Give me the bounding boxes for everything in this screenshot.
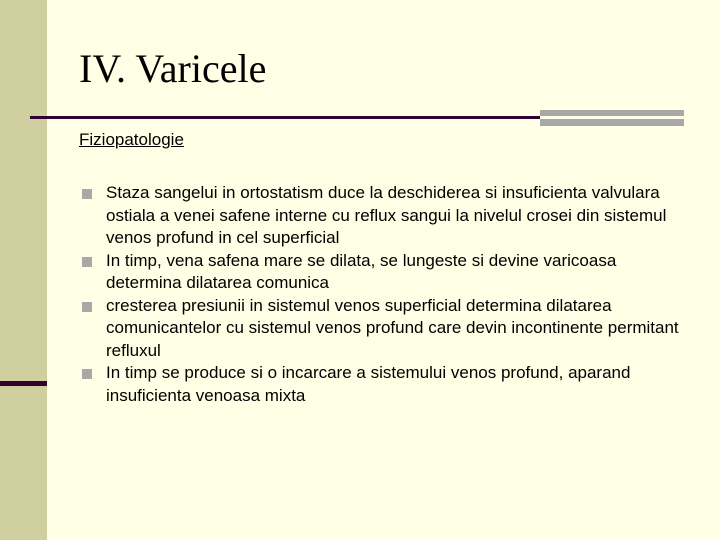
divider-accent-bottom bbox=[540, 119, 684, 126]
square-bullet-icon bbox=[82, 189, 92, 199]
square-bullet-icon bbox=[82, 257, 92, 267]
bullet-text: Staza sangelui in ortostatism duce la deschiderea si insuficienta valvulara ostiala a venei safene interne cu reflux sangui la nivelul crosei din sistemul venos profund in cel superficial bbox=[106, 183, 667, 247]
bullet-list bbox=[82, 182, 692, 407]
slide-subtitle: Fiziopatologie bbox=[79, 130, 184, 149]
divider-accent-top bbox=[540, 110, 684, 116]
square-bullet-icon bbox=[82, 302, 92, 312]
square-bullet-icon bbox=[82, 369, 92, 379]
bullet-text: cresterea presiunii in sistemul venos superficial determina dilatarea comunicantelor cu sistemul venos profund care devin incontinente permitant refluxul bbox=[106, 295, 679, 360]
bullet-item bbox=[82, 250, 692, 295]
slide-title: IV. Varicele bbox=[79, 46, 267, 91]
title-divider bbox=[30, 116, 540, 119]
title-divider-accent bbox=[540, 110, 684, 126]
bullet-text: In timp se produce si o incarcare a sistemului venos profund, aparand insuficienta venoasa mixta bbox=[106, 363, 631, 405]
bullet-item bbox=[82, 295, 692, 363]
bullet-item bbox=[82, 362, 692, 407]
left-accent-bar bbox=[0, 381, 47, 386]
left-band bbox=[0, 0, 47, 540]
bullet-item bbox=[82, 182, 692, 250]
bullet-text: In timp, vena safena mare se dilata, se lungeste si devine varicoasa determina dilatarea comunica bbox=[106, 250, 617, 292]
